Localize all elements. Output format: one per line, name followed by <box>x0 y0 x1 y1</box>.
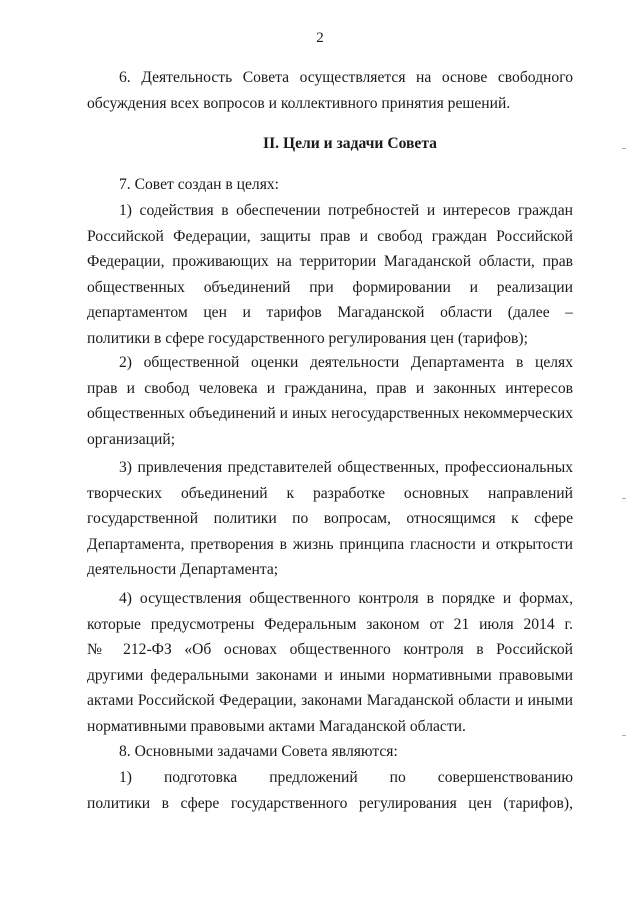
section-heading-block <box>87 131 573 157</box>
paragraph-7-3 <box>87 455 573 583</box>
paragraph-line: 6. Деятельность Совета осуществляется на основе свободного <box>119 69 573 86</box>
paragraph-line: Федерации, проживающих на территории Магаданской области, прав <box>87 253 573 271</box>
paragraph-7-2 <box>87 350 573 452</box>
scan-mark <box>622 735 626 736</box>
section-heading: II. Цели и задачи Совета <box>263 135 437 152</box>
paragraph-line: 7. Совет создан в целях: <box>119 176 280 193</box>
paragraph-line: № 212-ФЗ «Об основах общественного контроля в Российской <box>87 641 573 659</box>
paragraph-line: общественных объединений и иных негосударственных некоммерческих <box>87 405 573 423</box>
scan-mark <box>622 148 626 149</box>
paragraph-line: департаментом цен и тарифов Магаданской области (далее – <box>87 304 573 322</box>
paragraph-line: 3) привлечения представителей общественных, профессиональных <box>119 459 573 476</box>
paragraph-line: прав и свобод человека и гражданина, прав и законных интересов <box>87 379 573 397</box>
paragraph-8-1 <box>87 765 573 816</box>
paragraph-line: актами Российской Федерации, законами Магаданской области и иными <box>87 692 573 710</box>
paragraph-line: политики в сфере государственного регулирования цен (тарифов), <box>87 794 573 812</box>
paragraph-line: общественных объединений при формировании и реализации <box>87 278 573 296</box>
paragraph-line: нормативными правовыми актами Магаданской области. <box>87 717 466 735</box>
paragraph-7-4 <box>87 586 573 740</box>
paragraph-line: 4) осуществления общественного контроля в порядке и формах, <box>119 590 573 607</box>
paragraph-line: организаций; <box>87 430 176 448</box>
paragraph-line: обсуждения всех вопросов и коллективного принятия решений. <box>87 94 511 112</box>
paragraph-line: деятельности Департамента; <box>87 561 279 579</box>
paragraph-7-intro <box>87 172 573 198</box>
paragraph-line: которые предусмотрены Федеральным законом от 21 июля 2014 г. <box>87 615 573 633</box>
paragraph-line: политики в сфере государственного регулирования цен (тарифов); <box>87 329 528 347</box>
paragraph-8-intro <box>87 739 573 765</box>
paragraph-line: государственной политики по вопросам, относящимся к сфере <box>87 510 573 528</box>
paragraph-7-1 <box>87 198 573 352</box>
paragraph-line: Российской Федерации, защиты прав и свобод граждан Российской <box>87 227 573 245</box>
page-number: 2 <box>316 30 324 46</box>
scan-mark <box>622 498 626 499</box>
paragraph-6 <box>87 65 573 116</box>
paragraph-line: 2) общественной оценки деятельности Департамента в целях <box>119 354 573 371</box>
paragraph-line: творческих объединений к разработке основных направлений <box>87 484 573 502</box>
paragraph-line: 1) подготовка предложений по совершенствованию <box>119 769 573 786</box>
paragraph-line: другими федеральными законами и иными нормативными правовыми <box>87 666 573 684</box>
paragraph-line: 8. Основными задачами Совета являются: <box>119 743 398 760</box>
paragraph-line: Департамента, претворения в жизнь принципа гласности и открытости <box>87 535 573 553</box>
paragraph-line: 1) содействия в обеспечении потребностей и интересов граждан <box>119 202 573 219</box>
